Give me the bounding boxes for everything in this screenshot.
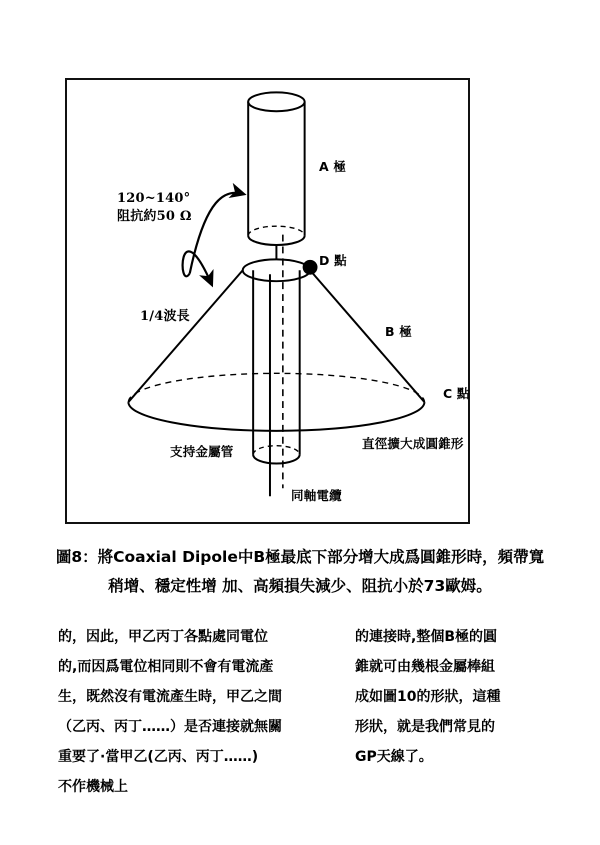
- angle-arrow-lower: [183, 251, 212, 284]
- paragraph-line: 不作機械上: [58, 779, 128, 795]
- caption-line-2: 稍增、穩定性增 加、高頻損失減少、阻抗小於73歐姆。: [108, 577, 492, 595]
- label-quarter-wavelength: 1/4波長: [140, 309, 190, 324]
- a-pole-bottom-front-arc: [248, 236, 304, 245]
- paragraph-line: 錐就可由幾根金屬棒組: [355, 659, 495, 675]
- d-point-marker: [303, 260, 318, 275]
- a-pole-top-ellipse: [248, 92, 304, 111]
- label-a-pole: A 極: [319, 159, 347, 174]
- paragraph-line: （乙丙、丙丁……）是否連接就無關: [58, 719, 282, 735]
- label-b-pole: B 極: [385, 324, 412, 339]
- label-coaxial-cable: 同軸電纜: [291, 488, 342, 503]
- paragraph-line: 形狀，就是我們常見的: [355, 719, 495, 735]
- paragraph-line: 成如圖10的形狀，這種: [355, 689, 501, 705]
- support-tube-bottom-back-arc: [253, 446, 300, 455]
- label-support-tube: 支持金屬管: [170, 444, 234, 459]
- a-pole-cylinder: [248, 102, 304, 236]
- label-d-point: D 點: [319, 253, 347, 268]
- support-tube-bottom-front-arc: [253, 455, 300, 464]
- cone-base-front-arc: [128, 402, 424, 431]
- angle-arrow-upper: [190, 193, 243, 273]
- antenna-diagram: [67, 80, 468, 522]
- paragraph-line: 的,而因爲電位相同則不會有電流產: [58, 659, 274, 675]
- body-right-column: [355, 622, 560, 772]
- cone-slant-lines: [128, 270, 424, 402]
- label-impedance: 阻抗約50 Ω: [117, 209, 192, 224]
- label-c-point: C 點: [443, 386, 470, 401]
- figure-box: [65, 78, 470, 524]
- paragraph-line: 的，因此，甲乙丙丁各點處同電位: [58, 629, 268, 645]
- body-text: [58, 622, 558, 795]
- paragraph-line: 重要了·當甲乙(乙丙、丙丁……): [58, 749, 259, 765]
- paragraph-line: 生，既然沒有電流產生時，甲乙之間: [58, 689, 282, 705]
- support-metal-tube: [253, 270, 300, 454]
- a-pole-bottom-back-arc: [248, 226, 304, 235]
- cone-base-back-arc: [128, 373, 424, 402]
- label-cone-expansion: 直徑擴大成圓錐形: [362, 436, 464, 451]
- paragraph-line: GP天線了。: [355, 749, 433, 765]
- paragraph-line: 的連接時,整個B極的圓: [355, 629, 497, 645]
- figure-caption: [30, 543, 570, 601]
- caption-line-1: 圖8：將Coaxial Dipole中B極最底下部分增大成爲圓錐形時，頻帶寬: [55, 548, 545, 566]
- body-left-column: [58, 622, 328, 802]
- label-cone-angle: 120~140°: [117, 191, 191, 206]
